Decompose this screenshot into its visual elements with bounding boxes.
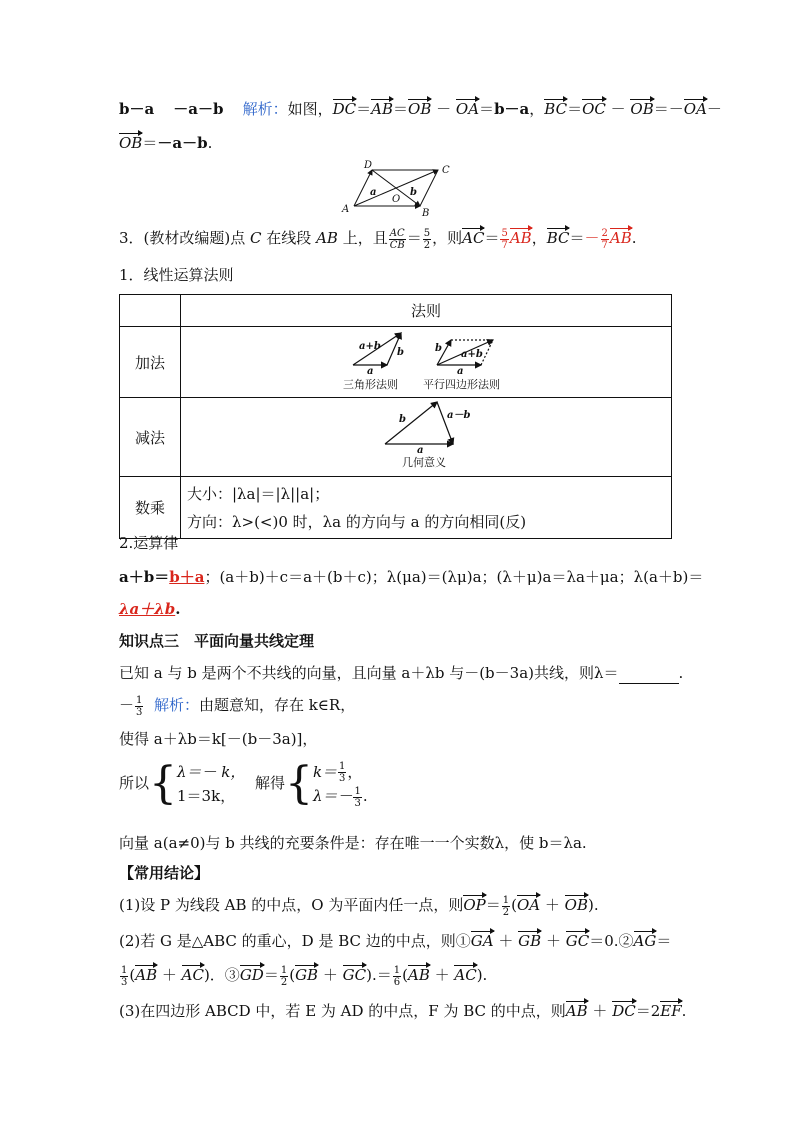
vec-AB: AB: [135, 966, 158, 984]
text: 如图，: [287, 100, 333, 118]
plus: ＋: [429, 966, 455, 984]
plus: ＋: [541, 932, 566, 950]
minus: －: [605, 100, 631, 118]
comma: ，: [529, 100, 545, 118]
vec-BC: BC: [546, 229, 570, 247]
text: ，: [531, 229, 547, 247]
law-answer: b＋a: [169, 568, 205, 586]
period: .: [681, 1002, 687, 1020]
text: )．③: [203, 966, 240, 984]
parallelogram-figure: [338, 158, 458, 220]
label-B: B: [422, 208, 430, 219]
minus: －: [706, 100, 722, 118]
answer-fraction-2-7: $\frac{2}{7}$: [601, 227, 608, 251]
vec-BC: BC: [544, 100, 568, 118]
minus: －: [431, 100, 456, 118]
eq: ＝: [142, 134, 158, 152]
fraction-5-2: $\frac{5}{2}$: [423, 227, 431, 251]
plus: ＋: [493, 932, 519, 950]
label-b: b: [397, 347, 404, 358]
row-name-scalar: 数乘: [120, 477, 181, 539]
eq: ＝: [567, 100, 583, 118]
label-a: a: [417, 445, 424, 456]
vec-OB: OB: [119, 134, 143, 152]
vec-OP: OP: [463, 896, 486, 914]
vec-AB: AB: [407, 966, 430, 984]
eq: ＝: [653, 100, 669, 118]
conclusion-2: [119, 930, 671, 952]
row-name-subtract: 减法: [120, 398, 181, 477]
vec-AG: AG: [633, 932, 657, 950]
period: .: [207, 134, 213, 152]
eq: ＝: [484, 229, 500, 247]
plus: ＋: [587, 1002, 613, 1020]
law-answer: λa＋λb: [119, 600, 176, 618]
scalar-rules: [181, 477, 672, 539]
item-number: 3．: [119, 229, 144, 247]
text: C: [250, 229, 262, 247]
vec-OA: OA: [455, 100, 480, 118]
text: AB: [316, 229, 338, 247]
vec-AC: AC: [462, 229, 485, 247]
vec-AB-answer: AB: [609, 229, 632, 247]
eq: ＝: [569, 229, 585, 247]
paren: ).: [476, 966, 488, 984]
paren: (: [402, 966, 408, 984]
rules-table: [119, 294, 672, 539]
vec-OB: OB: [408, 100, 432, 118]
vec-AB-answer: AB: [509, 229, 532, 247]
vec-GB: GB: [518, 932, 542, 950]
answer-line-2: [119, 132, 212, 154]
vec-AC: AC: [181, 966, 204, 984]
conclusion-3: [119, 1000, 686, 1022]
solution-text: 解得: [254, 774, 285, 792]
jiexi-label: 解析：: [153, 696, 199, 714]
vec-DC: DC: [612, 1002, 636, 1020]
fraction-half: $\frac{1}{2}$: [280, 964, 288, 988]
vec-AB: AB: [565, 1002, 588, 1020]
vec-OC: OC: [582, 100, 606, 118]
paren: ).: [588, 896, 599, 914]
vec-GB: GB: [295, 966, 319, 984]
answer-fraction: $\frac{1}{3}$: [136, 694, 143, 718]
laws-line-1: [119, 566, 703, 588]
label-a: a: [367, 366, 374, 377]
label-b: b: [410, 187, 417, 198]
table-row: [120, 327, 672, 398]
item-tag: (教材改编题): [143, 229, 231, 247]
question: [119, 662, 683, 684]
subtract-figure: [181, 398, 672, 477]
solution-line-2: 使得 a＋λb＝k[－(b－3a)]，: [119, 730, 318, 748]
solution-line-3: [119, 758, 368, 809]
table-row: [120, 398, 672, 477]
label-O: O: [392, 194, 401, 205]
row-name-add: 加法: [120, 327, 181, 398]
text: (2)若 G 是△ABC 的重心，D 是 BC 边的中点，则①: [119, 932, 471, 950]
conclusion-1: [119, 894, 599, 918]
law-text: a＋b＝: [119, 568, 170, 586]
caption-parallelogram-rule: 平行四边形法则: [423, 378, 500, 391]
item-3: [119, 227, 637, 251]
subtraction-figure: [181, 398, 671, 472]
eq: ＝: [656, 932, 672, 950]
eq: ＝: [356, 100, 372, 118]
answer-fraction-5-7: $\frac{5}{7}$: [501, 227, 508, 251]
period: .: [631, 229, 637, 247]
vec-AC: AC: [454, 966, 477, 984]
plus: ＋: [318, 966, 343, 984]
solution-text: 所以: [119, 774, 150, 792]
answer-1: b－a: [119, 100, 155, 118]
theorem: 向量 a(a≠0)与 b 共线的充要条件是：存在唯一一个实数λ，使 b＝λa.: [119, 834, 587, 852]
vec-OB: OB: [630, 100, 654, 118]
text: ，则: [432, 229, 463, 247]
vec-GC: GC: [342, 966, 367, 984]
section-title-1: 1．线性运算法则: [119, 266, 234, 284]
plus: ＋: [540, 896, 565, 914]
period: .: [175, 600, 181, 618]
equation-system-2: k＝ $\frac{1}{3}$ ， λ＝－ $\frac{1}{3}$ .: [312, 761, 368, 809]
text: (3)在四边形 ABCD 中，若 E 为 AD 的中点，F 为 BC 的中点，则: [119, 1002, 566, 1020]
label-a: a: [370, 187, 377, 198]
text: 上，且: [337, 229, 388, 247]
text: ＝0.②: [589, 932, 634, 950]
scalar-magnitude: 大小：|λa|＝|λ||a|；: [187, 484, 330, 503]
eq: ＝: [393, 100, 409, 118]
eq: ＝: [479, 100, 495, 118]
addition-figures: [181, 327, 671, 393]
add-figures: [181, 327, 672, 398]
conclusions-title: 【常用结论】: [119, 864, 210, 882]
vec-OA: OA: [516, 896, 541, 914]
caption-geometric-meaning: 几何意义: [402, 456, 446, 469]
eq: ＝: [263, 966, 279, 984]
law-text: ；(a＋b)＋c＝a＋(b＋c)；λ(μa)＝(λμ)a；(λ＋μ)a＝λa＋μa；λ(a＋b)＝: [204, 568, 704, 586]
table-row: [120, 477, 672, 539]
eq: ＝2: [635, 1002, 661, 1020]
eq: ＝: [406, 229, 422, 247]
solution-line-1: [119, 694, 355, 718]
answer-2: －a－b: [173, 100, 224, 118]
label-b: b: [399, 414, 406, 425]
label-a-minus-b: a－b: [447, 410, 471, 421]
left-brace: {: [149, 758, 178, 809]
label-D: D: [364, 160, 373, 171]
eq: ＝: [376, 966, 392, 984]
text: 在线段: [261, 229, 317, 247]
text: (1)设 P 为线段 AB 的中点，O 为平面内任一点，则: [119, 896, 464, 914]
vec-EF: EF: [660, 1002, 682, 1020]
label-a-plus-b: a+b: [359, 341, 381, 352]
paren: (: [129, 966, 136, 984]
label-b: b: [435, 343, 442, 354]
paren: (: [511, 896, 517, 914]
eq: ＝: [485, 896, 501, 914]
caption-triangle-rule: 三角形法则: [343, 378, 398, 391]
vec-GD: GD: [239, 966, 264, 984]
answer-sign: －: [119, 696, 135, 714]
vec-GC: GC: [565, 932, 590, 950]
vec-OA: OA: [683, 100, 707, 118]
label-A: A: [342, 204, 350, 215]
paren: ).: [366, 966, 377, 984]
jiexi-label: 解析：: [242, 100, 288, 118]
equation-system-1: λ＝－ k， 1＝3k，: [177, 763, 246, 805]
laws-line-2: [119, 598, 180, 620]
section-title-3: 知识点三 平面向量共线定理: [119, 632, 315, 650]
fraction-AC-CB: $\frac{AC}{CB}$: [389, 227, 405, 251]
vec-AB: AB: [371, 100, 394, 118]
text: 点: [230, 229, 251, 247]
minus: －: [668, 100, 684, 118]
scalar-direction: 方向：λ>(<)0 时，λa 的方向与 a 的方向相同(反): [187, 512, 527, 531]
section-title-2: 2.运算律: [119, 534, 179, 552]
table-header-empty: [120, 295, 181, 327]
vec-GA: GA: [470, 932, 494, 950]
solution-text: 由题意知，存在 k∈R，: [198, 696, 356, 714]
fraction-half: $\frac{1}{2}$: [502, 894, 510, 918]
question-text: 已知 a 与 b 是两个不共线的向量，且向量 a＋λb 与－(b－3a)共线，则λ＝: [119, 664, 619, 682]
plus: ＋: [157, 966, 182, 984]
answer-blank: [619, 669, 679, 684]
answer-line-1: [119, 98, 722, 120]
vec-DC: DC: [332, 100, 357, 118]
vec-OB: OB: [564, 896, 588, 914]
label-a: a: [457, 366, 464, 377]
fraction-third: $\frac{1}{3}$: [121, 964, 128, 988]
paren: (: [289, 966, 296, 984]
fraction-sixth: $\frac{1}{6}$: [393, 964, 401, 988]
result-1: b－a: [494, 100, 530, 118]
period: .: [678, 664, 684, 682]
conclusion-2-cont: [119, 964, 487, 988]
result-2: －a－b: [157, 134, 208, 152]
label-C: C: [442, 165, 450, 176]
label-a-plus-b: a+b: [461, 349, 483, 360]
answer-sign: －: [584, 229, 600, 247]
table-header: 法则: [181, 295, 672, 327]
left-brace: {: [284, 758, 313, 809]
